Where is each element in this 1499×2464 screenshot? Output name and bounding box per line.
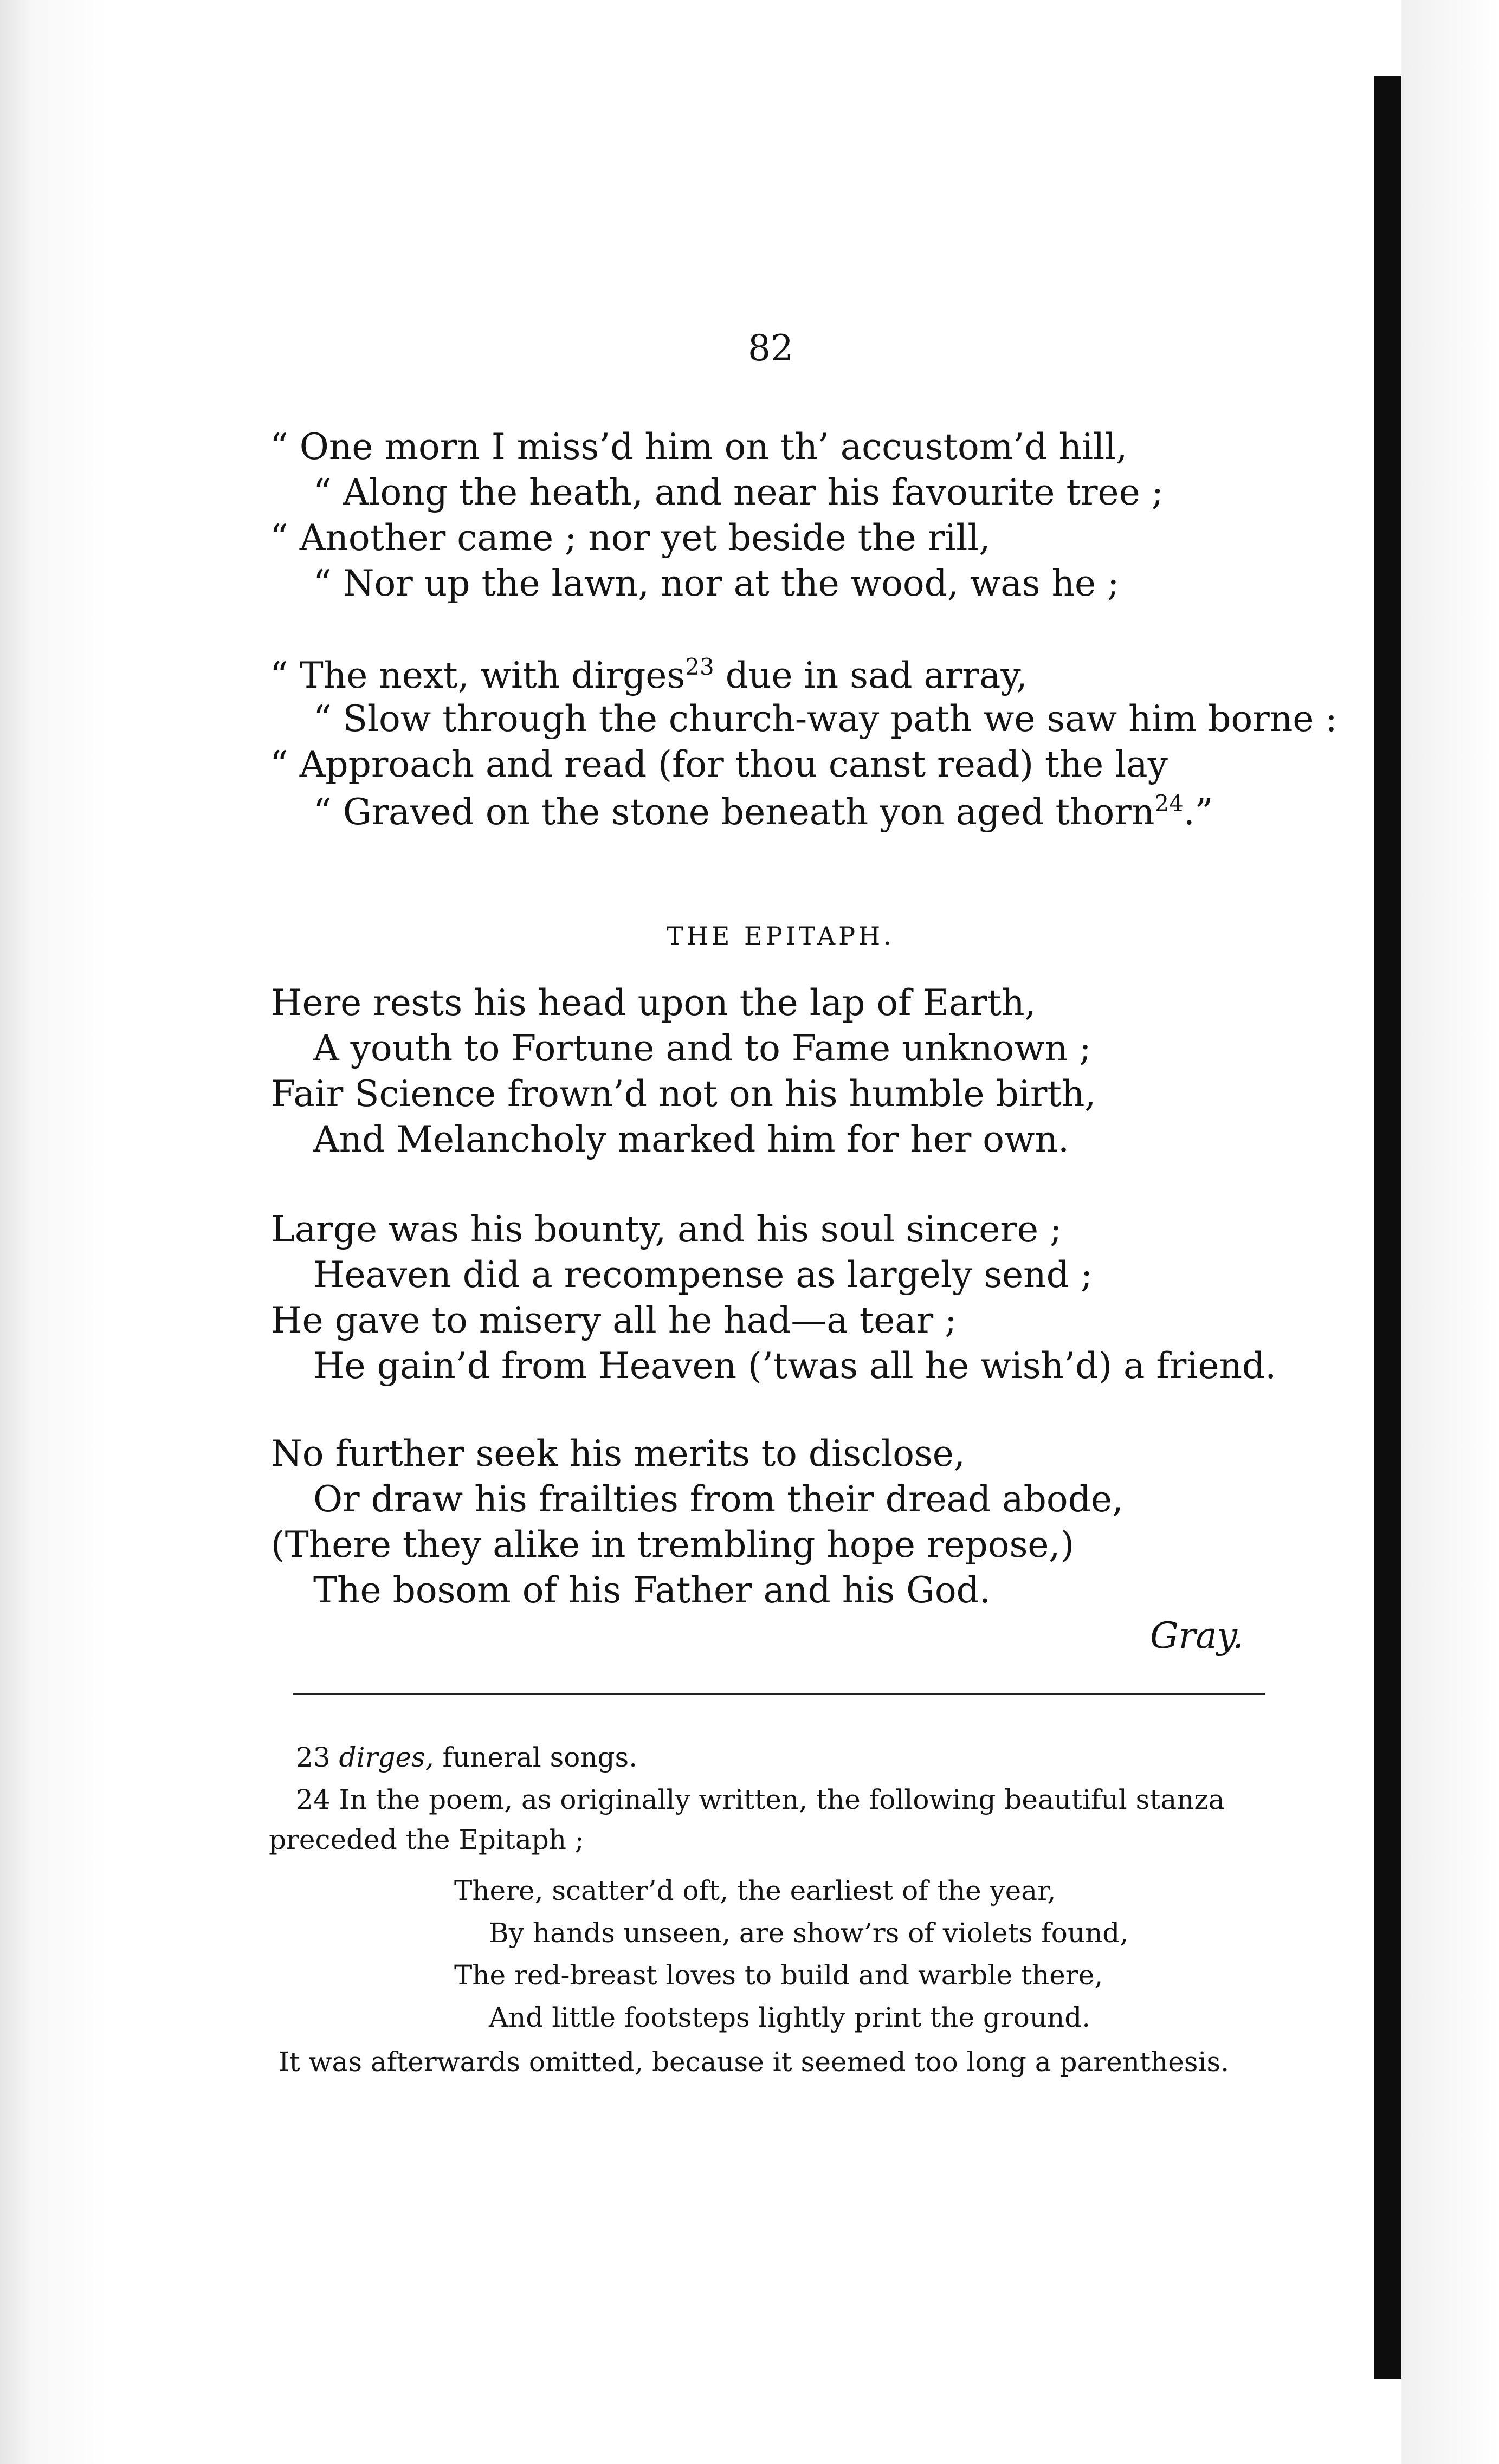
verse-line: Large was his bounty, and his soul sincere ; [271, 1208, 1062, 1250]
verse-line: “ Nor up the lawn, nor at the wood, was he ; [313, 562, 1120, 604]
footnote-24-line: 24 In the poem, as originally written, the following beautiful stanza [296, 1784, 1225, 1815]
verse-line: He gave to misery all he had—a tear ; [271, 1299, 957, 1341]
verse-line: “ One morn I miss’d him on th’ accustom’d hill, [270, 426, 1128, 468]
footnote-number: 23 [296, 1742, 331, 1773]
verse-line: “ Approach and read (for thou canst read) the lay [270, 743, 1168, 785]
page-number: 82 [748, 327, 793, 369]
footnote-divider [293, 1693, 1265, 1695]
footnote-ref-24: 24 [1154, 790, 1184, 817]
verse-line: A youth to Fortune and to Fame unknown ; [313, 1027, 1091, 1069]
epitaph-heading: THE EPITAPH. [667, 921, 895, 950]
verse-line: No further seek his merits to disclose, [271, 1433, 965, 1474]
verse-line [313, 790, 1213, 833]
footnote-ref-23: 23 [685, 654, 714, 680]
footnote-term: dirges, [339, 1742, 434, 1773]
verse-line: Fair Science frown’d not on his humble birth, [271, 1073, 1096, 1115]
quoted-stanza-line: The red-breast loves to build and warble there, [454, 1959, 1103, 1991]
verse-line: Or draw his frailties from their dread abode, [313, 1478, 1123, 1520]
footnote-24-line: preceded the Epitaph ; [269, 1824, 584, 1855]
author-attribution: Gray. [1150, 1615, 1244, 1657]
verse-line: Here rests his head upon the lap of Earth, [271, 982, 1036, 1024]
book-spine-edge [1374, 76, 1401, 2379]
verse-line: “ Another came ; nor yet beside the rill, [270, 517, 991, 559]
footnote-23 [296, 1744, 637, 1771]
quoted-stanza-line: And little footsteps lightly print the ground. [489, 2002, 1091, 2033]
quoted-stanza-line: There, scatter’d oft, the earliest of the year, [454, 1875, 1056, 1906]
footnote-24-closing: It was afterwards omitted, because it seemed too long a parenthesis. [279, 2046, 1230, 2078]
verse-line: The bosom of his Father and his God. [313, 1569, 991, 1611]
verse-line: “ Along the heath, and near his favourite tree ; [313, 471, 1164, 513]
left-gutter-shadow [0, 0, 119, 2464]
verse-line [270, 656, 1028, 694]
verse-text: due in sad array, [714, 655, 1028, 696]
verse-line: “ Slow through the church-way path we saw him borne : [313, 698, 1338, 740]
footnote-definition: funeral songs. [434, 1742, 638, 1773]
verse-text: “ Graved on the stone beneath yon aged thorn [313, 791, 1155, 833]
verse-line: And Melancholy marked him for her own. [313, 1118, 1070, 1160]
verse-line: (There they alike in trembling hope repose,) [271, 1524, 1075, 1566]
quoted-stanza-line: By hands unseen, are show’rs of violets found, [489, 1917, 1129, 1949]
right-gutter-shadow [1401, 0, 1499, 2464]
verse-line: Heaven did a recompense as largely send ; [313, 1254, 1093, 1296]
verse-line: He gain’d from Heaven (’twas all he wish’d) a friend. [313, 1345, 1277, 1387]
verse-text: “ The next, with dirges [270, 655, 686, 696]
verse-text: .” [1183, 791, 1213, 833]
